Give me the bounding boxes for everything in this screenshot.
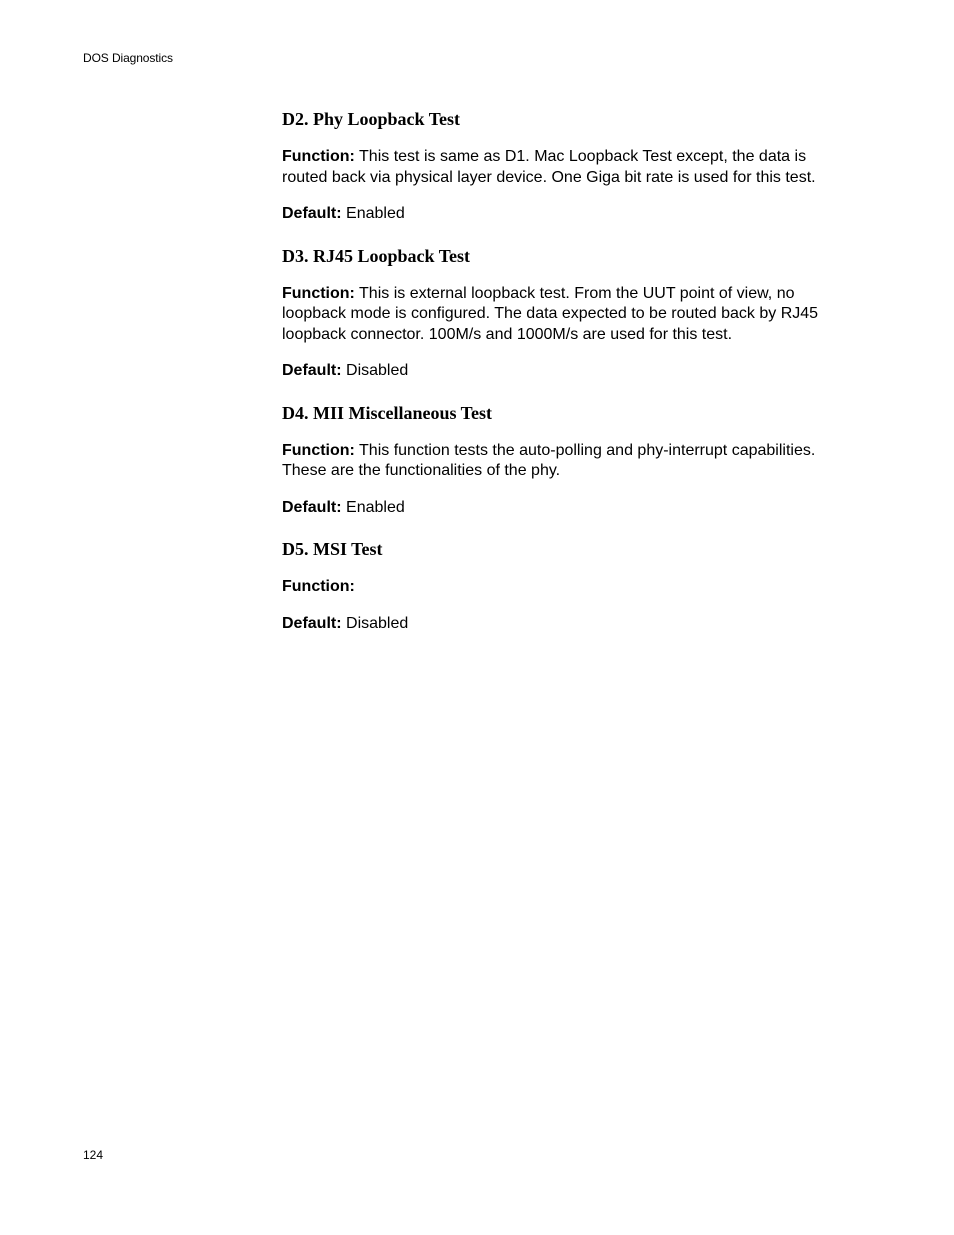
document-body [282,108,852,654]
default-paragraph [282,498,852,519]
function-label: Function: [282,148,355,165]
default-paragraph [282,614,852,635]
default-label: Default: [282,362,342,379]
section-heading: D4. MII Miscellaneous Test [282,402,493,423]
section-heading: D2. Phy Loopback Test [282,109,461,129]
function-paragraph [282,284,852,346]
default-paragraph [282,204,852,225]
function-text: This function tests the auto-polling and phy-interrupt capabilities. These are the functionalities of the phy. [282,441,816,479]
function-text: This test is same as D1. Mac Loopback Test except, the data is routed back via physical layer device. One Giga bit rate is used for this test. [282,148,816,186]
function-paragraph [282,441,852,482]
default-value: Disabled [346,614,409,632]
section-heading: D5. MSI Test [282,539,383,559]
running-header: DOS Diagnostics [83,51,173,65]
function-label: Function: [282,441,355,459]
default-value: Disabled [346,362,409,379]
function-text: This is external loopback test. From the UUT point of view, no loopback mode is configured. The data expected to be routed back by RJ45 loopback connector. 100M/s and 1000M/s are used for this test. [282,284,819,343]
section-d3-rj45-loopback-test [282,245,852,382]
default-label: Default: [282,614,342,632]
function-label: Function: [282,284,355,302]
function-paragraph [282,577,852,598]
section-d4-mii-miscellaneous-test [282,402,852,519]
function-paragraph [282,147,852,188]
section-heading: D3. RJ45 Loopback Test [282,245,471,266]
default-paragraph [282,361,852,382]
default-label: Default: [282,205,342,222]
section-d2-phy-loopback-test [282,108,852,225]
function-label: Function: [282,578,355,595]
section-d5-msi-test [282,538,852,634]
default-label: Default: [282,498,342,516]
default-value: Enabled [346,498,405,516]
page-number: 124 [83,1148,104,1162]
default-value: Enabled [346,205,405,222]
